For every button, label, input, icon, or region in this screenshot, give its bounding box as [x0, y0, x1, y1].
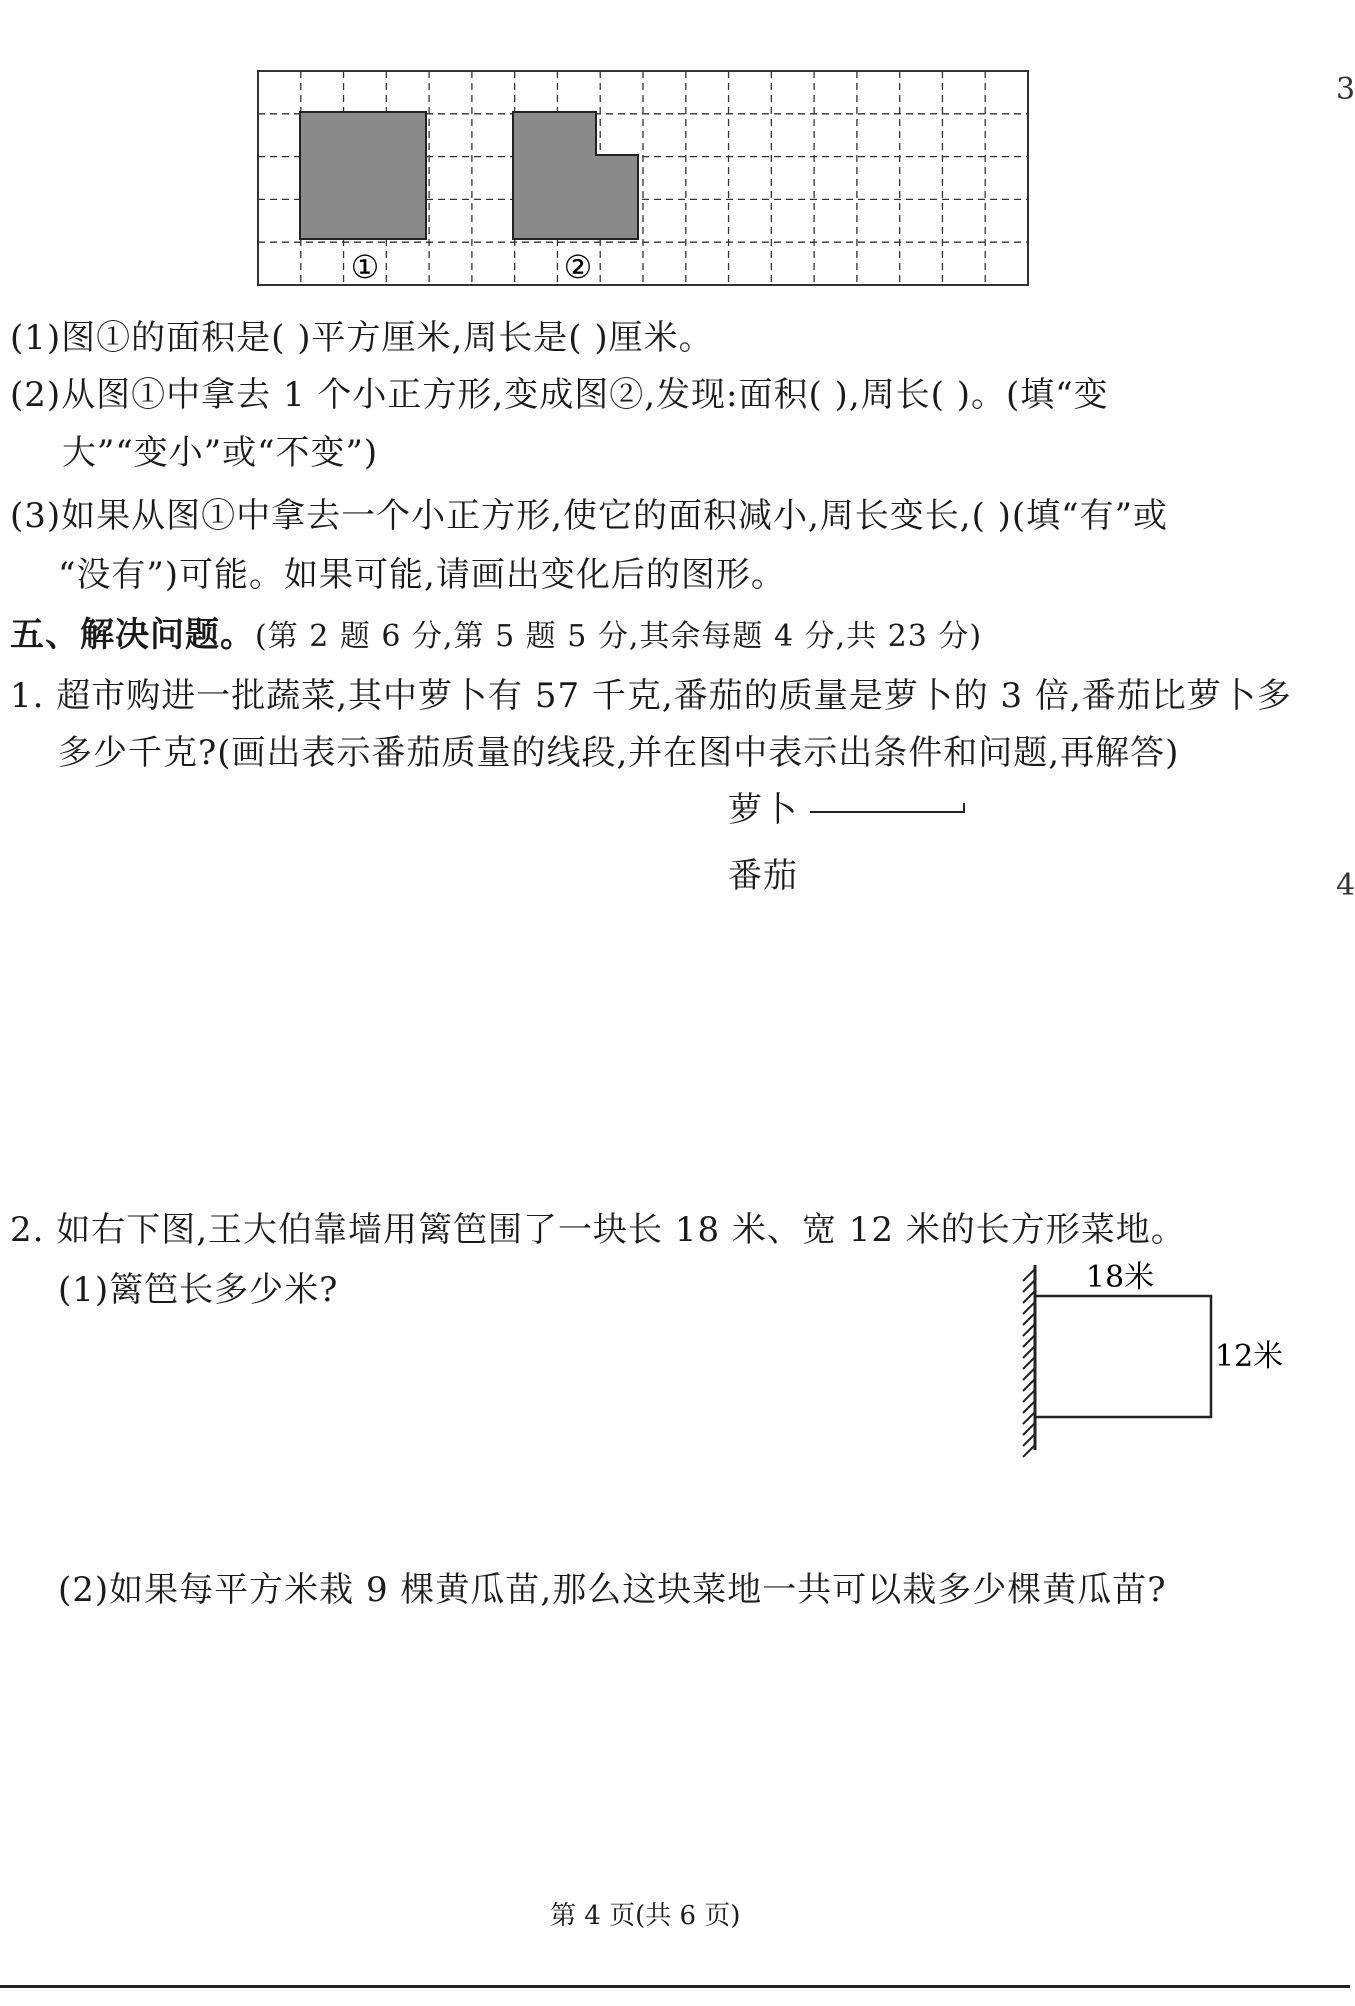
shape-2 — [513, 112, 638, 239]
wall-hatch-mark — [1023, 1346, 1035, 1358]
tomato-label: 番茄 — [728, 856, 798, 896]
problem2-sub2: (2)如果每平方米栽 9 棵黄瓜苗,那么这块菜地一共可以栽多少棵黄瓜苗? — [58, 1570, 1167, 1610]
wall-hatch-mark — [1023, 1324, 1035, 1336]
q3-text-line1: (3)如果从图①中拿去一个小正方形,使它的面积减小,周长变长,( )(填“有”或 — [10, 496, 1168, 536]
wall-hatch-mark — [1023, 1423, 1035, 1435]
wall-hatch-mark — [1023, 1280, 1035, 1292]
vegetable-plot — [1035, 1296, 1211, 1417]
wall-hatch-mark — [1023, 1434, 1035, 1446]
wall-hatch-mark — [1023, 1368, 1035, 1380]
section5-title: 五、解决问题。 — [10, 615, 255, 655]
q2-text-line1: (2)从图①中拿去 1 个小正方形,变成图②,发现:面积( ),周长( )。(填“变 — [10, 375, 1109, 415]
wall-hatch-mark — [1023, 1401, 1035, 1413]
wall-hatch-mark — [1023, 1302, 1035, 1314]
wall-hatch-mark — [1023, 1390, 1035, 1402]
wall-hatch-mark — [1023, 1357, 1035, 1369]
wall-hatch-mark — [1023, 1291, 1035, 1303]
section5-note: (第 2 题 6 分,第 5 题 5 分,其余每题 4 分,共 23 分) — [255, 619, 983, 654]
section5-heading — [10, 607, 982, 656]
problem2-sub1: (1)篱笆长多少米? — [58, 1270, 339, 1310]
radish-label: 萝卜 — [728, 790, 798, 830]
shape-1 — [300, 112, 426, 239]
bottom-rule — [0, 1985, 1350, 1988]
grid-figure — [255, 68, 1031, 290]
wall-hatch-mark — [1023, 1379, 1035, 1391]
wall-hatch-mark — [1023, 1269, 1035, 1281]
wall-hatch-mark — [1023, 1445, 1035, 1457]
radish-row — [728, 782, 965, 831]
wall-hatch-mark — [1023, 1335, 1035, 1347]
margin-number-top: 3 — [1336, 72, 1355, 107]
q2-text-line2: 大”“变小”或“不变”) — [62, 433, 379, 473]
length-label: 18米 — [1085, 1260, 1155, 1295]
wall-hatch-mark — [1023, 1412, 1035, 1424]
shape-2-label: ② — [563, 248, 593, 286]
margin-number-middle: 4 — [1336, 868, 1355, 903]
shape-1-label: ① — [350, 248, 380, 286]
radish-segment — [810, 811, 965, 813]
page-footer: 第 4 页(共 6 页) — [550, 1901, 741, 1931]
q1-text: (1)图①的面积是( )平方厘米,周长是( )厘米。 — [10, 318, 714, 358]
problem1-line1: 1. 超市购进一批蔬菜,其中萝卜有 57 千克,番茄的质量是萝卜的 3 倍,番茄比萝卜多 — [10, 676, 1292, 716]
width-label: 12米 — [1215, 1339, 1284, 1374]
wall-hatch-mark — [1023, 1313, 1035, 1325]
problem1-line2: 多少千克?(画出表示番茄质量的线段,并在图中表示出条件和问题,再解答) — [58, 733, 1180, 773]
fence-figure — [1005, 1255, 1305, 1455]
problem2-line1: 2. 如右下图,王大伯靠墙用篱笆围了一块长 18 米、宽 12 米的长方形菜地。 — [10, 1210, 1186, 1250]
q3-text-line2: “没有”)可能。如果可能,请画出变化后的图形。 — [58, 555, 786, 595]
